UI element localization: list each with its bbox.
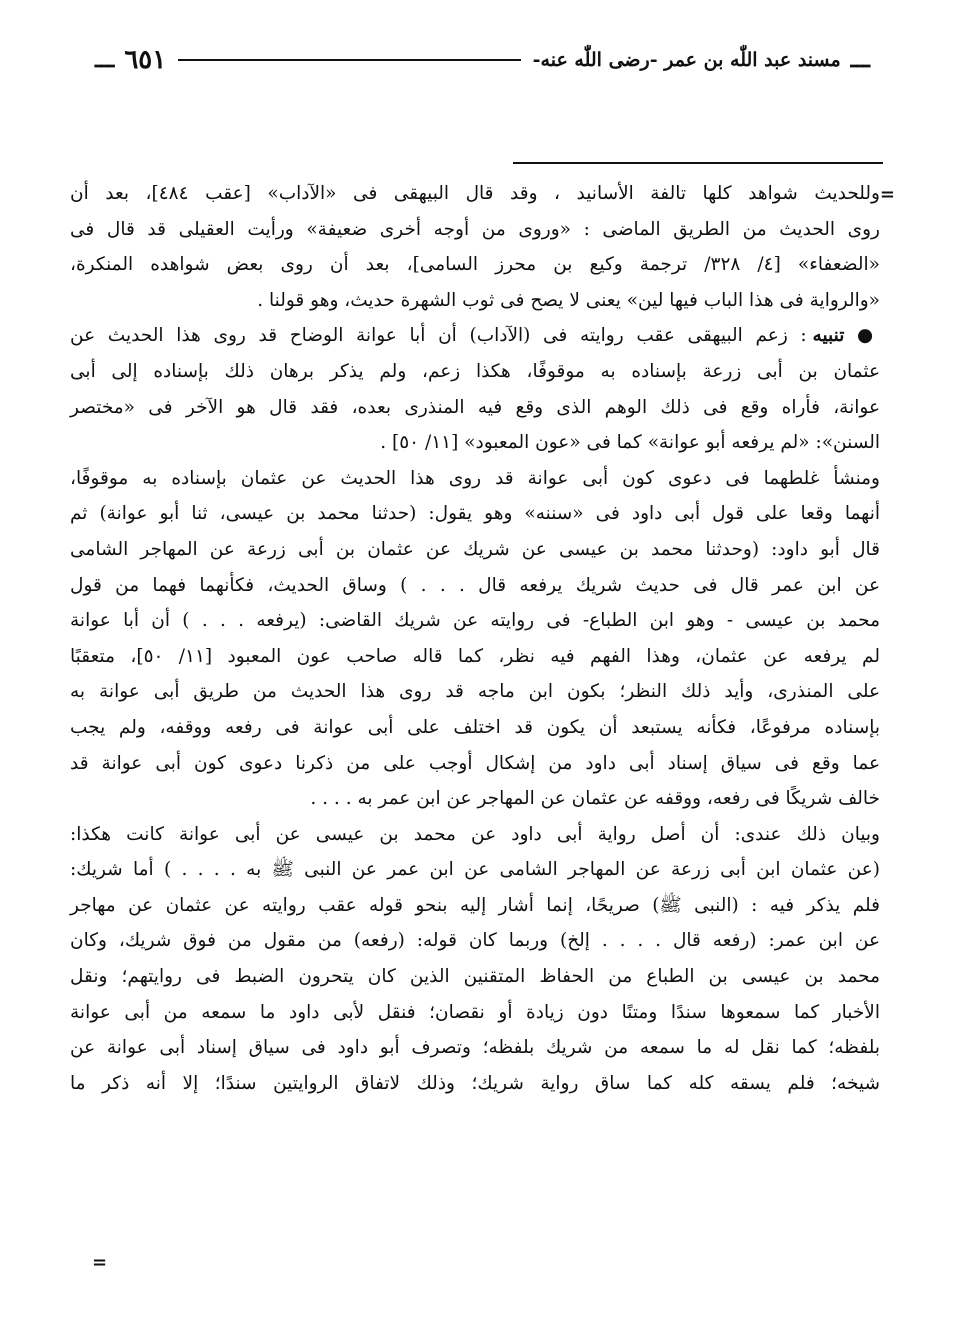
text-line: روى الحديث من الطريق الماضى : «وروى من أوجه أخرى ضعيفة» ورأيت العقيلى قد قال فى bbox=[70, 218, 880, 240]
header-dash-right: ـــ bbox=[850, 47, 870, 73]
paragraph-4 bbox=[70, 817, 880, 1102]
text-line: الأخبار كما سمعوها سندًا ومتنًا دون زيادة أو نقصان؛ فنقل لأبى داود ما سمعه من أبى عوانة bbox=[70, 1001, 880, 1023]
text-line: فلم يذكر فيه : (النبى ﷺ) صريحًا، إنما أشار إليه بنحو قوله عقب روايته عن عثمان عن مهاجر bbox=[70, 894, 880, 916]
text-line: عوانة، فأراه وقع فى ذلك الوهم الذى وقع فيه المنذرى بعده، فقد قال هو الآخر فى «مختصر bbox=[70, 396, 880, 418]
text-line: عن ابن عمر: (رفعه قال . . . . إلخ) وربما كان قوله: (رفعه) من مقول من فوق شريك، وكان bbox=[70, 930, 880, 952]
text-line-rest: : زعم البيهقى عقب روايته فى (الآداب) أن أبا عوانة الوضاح قد روى هذا الحديث عن bbox=[70, 325, 813, 347]
text-line: خالف شريكًا فى رفعه، ووقفه عن عثمان عن المهاجر عن ابن عمر به . . . . bbox=[310, 788, 880, 810]
note-label: تنبيه bbox=[812, 325, 845, 347]
text-line: قال أبو داود: (وحدثنا محمد بن عيسى عن شريك عن عثمان بن أبى زرعة عن المهاجر الشامى bbox=[70, 538, 880, 560]
text-line-note-first bbox=[70, 318, 880, 354]
text-line: ومنشأ غلطهما فى دعوى كون أبى عوانة قد روى هذا الحديث عن عثمان بإسناده به موقوفًا، bbox=[70, 467, 880, 489]
text-line: بإسناده مرفوعًا، فكأنه يستبعد أن يكون قد اختلف على أبى عوانة فى رفعه ووقفه، ولم يجب bbox=[70, 716, 880, 738]
text-line: لم يرفعه عن عثمان، وهذا الفهم فيه نظر، كما قاله صاحب عون المعبود [١١/ ٥٠]، متعقبًا bbox=[70, 645, 880, 667]
text-line: بلفظه؛ كما نقل له ما سمعه من شريك بلفظه؛ وتصرف أبو داود فى سياق إسناد أبى عوانة عن bbox=[70, 1037, 880, 1059]
running-title: مسند عبد اللّٰه بن عمر -رضى اللّٰه عنه- bbox=[532, 49, 841, 71]
page-number: ٦٥١ bbox=[124, 45, 167, 75]
text-line: وللحديث شواهد كلها تالفة الأسانيد ، وقد قال البيهقى فى «الآداب» [عقب ٤٨٤]، بعد أن bbox=[70, 183, 880, 204]
header-dash-left: ـــ bbox=[95, 47, 115, 73]
text-line: أنهما وقعا على قول أبى داود فى «سننه» وهو يقول: (حدثنا محمد بن عيسى، ثنا أبو عوانة) ثم bbox=[70, 503, 880, 525]
text-line: «الضعفاء» [٤/ ٣٢٨/ ترجمة وكيع بن محرز السامى]، بعد أن روى بعض شواهده المنكرة، bbox=[70, 254, 880, 276]
text-line: محمد بن عيسى - وهو ابن الطباع- فى روايته عن شريك القاضى: (يرفعه . . . ) أن أبا عوانة bbox=[70, 610, 880, 632]
text-line: السنن»: «لم يرفعه أبو عوانة» كما فى «عون المعبود» [١١/ ٥٠] . bbox=[380, 432, 880, 454]
paragraph-1 bbox=[70, 176, 880, 318]
header-rule bbox=[178, 59, 520, 61]
text-line: عما وقع فى سياق إسناد أبى داود من إشكال أوجب على من ذكرنا دعوى كون أبى عوانة قد bbox=[70, 752, 880, 774]
text-line: عثمان بن أبى زرعة بإسناده به موقوفًا، هكذا زعم، ولم يذكر برهان ذلك بإسناده إلى أبى bbox=[70, 360, 880, 382]
text-line: (عن عثمان ابن أبى زرعة عن المهاجر الشامى عن ابن عمر عن النبى ﷺ به . . . . ) أما شريك: bbox=[70, 859, 880, 881]
paragraph-3 bbox=[70, 461, 880, 817]
page-header bbox=[95, 40, 870, 80]
text-line: وبيان ذلك عندى: أن أصل رواية أبى داود عن محمد بن عيسى عن أبى عوانة كانت هكذا: bbox=[70, 823, 880, 845]
footnote-body bbox=[70, 176, 880, 1101]
text-line: على المنذرى، وأيد ذلك النظر؛ بكون ابن ماجه قد روى هذا الحديث من طريق أبى عوانة به bbox=[70, 681, 880, 703]
text-line: شيخه؛ فلم يسقه كله كما ساق رواية شريك؛ وذلك لاتفاق الروايتين سندًا؛ إلا أنه ذكر ما bbox=[70, 1072, 880, 1094]
text-line: محمد بن عيسى بن الطباع من الحفاظ المتقنين الذين كان يتحرون الضبط فى روايتهم؛ ونقل bbox=[70, 966, 880, 988]
continuation-mark-top: = bbox=[879, 184, 895, 205]
text-line: عن ابن عمر قال فى حديث شريك يرفعه قال . . . ) وساق الحديث، فكأنهما فهما من قول bbox=[70, 574, 880, 596]
footnote-separator bbox=[513, 162, 883, 164]
paragraph-note bbox=[70, 318, 880, 460]
bullet-icon: ● bbox=[857, 325, 880, 347]
continuation-mark-bottom: = bbox=[92, 1252, 108, 1273]
text-line: «والرواية فى هذا الباب فيها لين» يعنى لا يصح فى ثوب الشهرة حديث، وهو قولنا . bbox=[257, 289, 880, 311]
